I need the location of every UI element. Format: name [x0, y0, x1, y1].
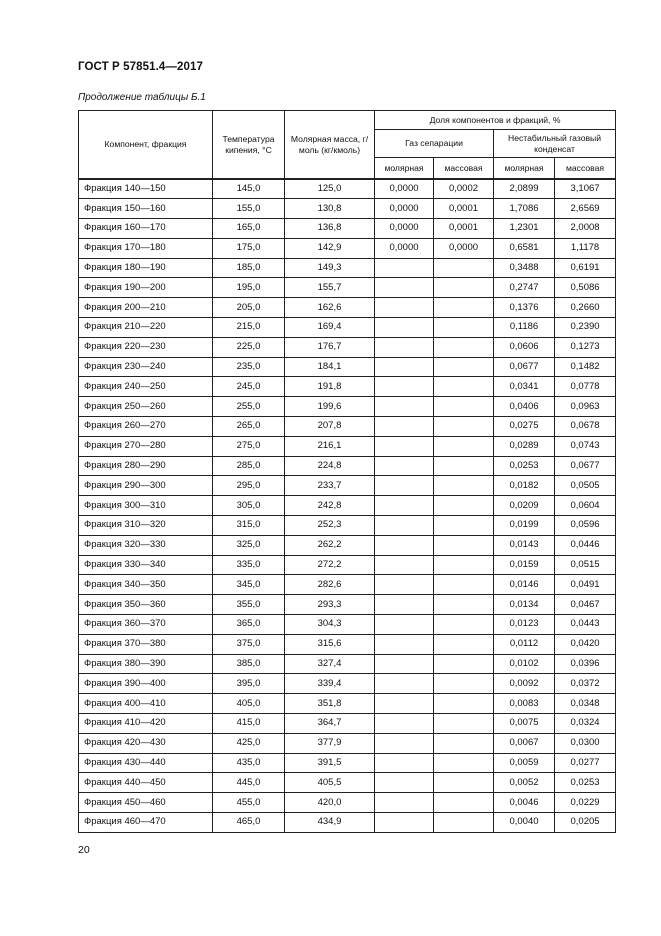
- cell-gas-molar: [375, 318, 434, 338]
- cell-gas-molar: [375, 813, 434, 833]
- cell-temperature: 285,0: [213, 456, 285, 476]
- cell-component: Фракция 260—270: [79, 417, 213, 437]
- cell-gas-mass: [434, 773, 494, 793]
- cell-gas-mass: [434, 615, 494, 635]
- cell-condensate-mass: 0,0743: [555, 436, 616, 456]
- cell-condensate-molar: 0,0059: [494, 753, 555, 773]
- header-fractions-group: Доля компонентов и фракций, %: [375, 111, 616, 130]
- cell-component: Фракция 180—190: [79, 258, 213, 278]
- cell-component: Фракция 200—210: [79, 298, 213, 318]
- cell-molar-mass: 216,1: [285, 436, 375, 456]
- data-table: [78, 110, 616, 833]
- cell-gas-mass: 0,0002: [434, 179, 494, 199]
- cell-molar-mass: 282,6: [285, 575, 375, 595]
- cell-temperature: 435,0: [213, 753, 285, 773]
- cell-gas-mass: [434, 298, 494, 318]
- cell-gas-molar: [375, 496, 434, 516]
- cell-condensate-molar: 0,0092: [494, 674, 555, 694]
- cell-temperature: 305,0: [213, 496, 285, 516]
- cell-molar-mass: 176,7: [285, 337, 375, 357]
- cell-gas-mass: [434, 694, 494, 714]
- cell-molar-mass: 405,5: [285, 773, 375, 793]
- cell-molar-mass: 304,3: [285, 615, 375, 635]
- cell-molar-mass: 207,8: [285, 417, 375, 437]
- cell-gas-mass: [434, 654, 494, 674]
- cell-molar-mass: 420,0: [285, 793, 375, 813]
- cell-gas-mass: [434, 575, 494, 595]
- cell-molar-mass: 199,6: [285, 397, 375, 417]
- cell-gas-molar: [375, 595, 434, 615]
- cell-gas-mass: [434, 753, 494, 773]
- cell-gas-molar: [375, 417, 434, 437]
- cell-component: Фракция 450—460: [79, 793, 213, 813]
- cell-temperature: 145,0: [213, 179, 285, 199]
- cell-temperature: 185,0: [213, 258, 285, 278]
- cell-temperature: 465,0: [213, 813, 285, 833]
- cell-temperature: 425,0: [213, 733, 285, 753]
- header-unstable-condensate: Нестабильный газовый конденсат: [494, 130, 616, 158]
- cell-gas-mass: [434, 674, 494, 694]
- cell-molar-mass: 162,6: [285, 298, 375, 318]
- cell-condensate-molar: 0,1186: [494, 318, 555, 338]
- cell-molar-mass: 224,8: [285, 456, 375, 476]
- cell-condensate-mass: 0,1482: [555, 357, 616, 377]
- cell-component: Фракция 220—230: [79, 337, 213, 357]
- cell-temperature: 335,0: [213, 555, 285, 575]
- cell-condensate-mass: 0,0324: [555, 714, 616, 734]
- cell-condensate-mass: 0,0505: [555, 476, 616, 496]
- cell-condensate-mass: 0,0300: [555, 733, 616, 753]
- table-row: [79, 595, 616, 615]
- cell-condensate-molar: 0,0289: [494, 436, 555, 456]
- table-row: [79, 456, 616, 476]
- cell-molar-mass: 391,5: [285, 753, 375, 773]
- cell-molar-mass: 252,3: [285, 516, 375, 536]
- cell-component: Фракция 400—410: [79, 694, 213, 714]
- cell-component: Фракция 360—370: [79, 615, 213, 635]
- table-row: [79, 535, 616, 555]
- cell-gas-molar: 0,0000: [375, 179, 434, 199]
- cell-component: Фракция 340—350: [79, 575, 213, 595]
- cell-condensate-molar: 0,6581: [494, 238, 555, 258]
- cell-gas-molar: [375, 615, 434, 635]
- table-row: [79, 773, 616, 793]
- cell-condensate-mass: 0,0253: [555, 773, 616, 793]
- cell-gas-mass: [434, 436, 494, 456]
- cell-condensate-molar: 0,0102: [494, 654, 555, 674]
- cell-gas-mass: [434, 258, 494, 278]
- table-row: [79, 278, 616, 298]
- cell-gas-mass: [434, 456, 494, 476]
- cell-molar-mass: 149,3: [285, 258, 375, 278]
- table-row: [79, 813, 616, 833]
- cell-gas-molar: 0,0000: [375, 199, 434, 219]
- cell-temperature: 225,0: [213, 337, 285, 357]
- cell-temperature: 205,0: [213, 298, 285, 318]
- cell-gas-molar: [375, 456, 434, 476]
- cell-molar-mass: 351,8: [285, 694, 375, 714]
- cell-temperature: 455,0: [213, 793, 285, 813]
- cell-condensate-mass: 0,0604: [555, 496, 616, 516]
- cell-gas-mass: [434, 595, 494, 615]
- cell-molar-mass: 191,8: [285, 377, 375, 397]
- cell-gas-molar: [375, 278, 434, 298]
- cell-gas-molar: [375, 654, 434, 674]
- cell-condensate-molar: 0,3488: [494, 258, 555, 278]
- cell-gas-mass: 0,0000: [434, 238, 494, 258]
- cell-molar-mass: 155,7: [285, 278, 375, 298]
- table-row: [79, 733, 616, 753]
- cell-condensate-molar: 0,0253: [494, 456, 555, 476]
- cell-molar-mass: 272,2: [285, 555, 375, 575]
- cell-condensate-molar: 1,2301: [494, 219, 555, 239]
- cell-gas-molar: 0,0000: [375, 219, 434, 239]
- cell-molar-mass: 262,2: [285, 535, 375, 555]
- cell-condensate-mass: 0,0396: [555, 654, 616, 674]
- cell-gas-molar: [375, 575, 434, 595]
- cell-condensate-molar: 0,0075: [494, 714, 555, 734]
- cell-temperature: 255,0: [213, 397, 285, 417]
- table-row: [79, 714, 616, 734]
- cell-condensate-mass: 0,5086: [555, 278, 616, 298]
- header-component: Компонент, фракция: [79, 111, 213, 180]
- cell-condensate-mass: 0,0446: [555, 535, 616, 555]
- cell-condensate-mass: 0,0229: [555, 793, 616, 813]
- header-condensate-molar: молярная: [494, 158, 555, 180]
- cell-molar-mass: 434,9: [285, 813, 375, 833]
- cell-gas-mass: [434, 417, 494, 437]
- cell-molar-mass: 327,4: [285, 654, 375, 674]
- cell-gas-mass: [434, 813, 494, 833]
- cell-temperature: 165,0: [213, 219, 285, 239]
- cell-condensate-mass: 1,1178: [555, 238, 616, 258]
- cell-gas-molar: [375, 535, 434, 555]
- cell-temperature: 195,0: [213, 278, 285, 298]
- cell-temperature: 315,0: [213, 516, 285, 536]
- cell-condensate-mass: 3,1067: [555, 179, 616, 199]
- cell-component: Фракция 140—150: [79, 179, 213, 199]
- cell-condensate-mass: 0,0372: [555, 674, 616, 694]
- cell-condensate-molar: 0,0134: [494, 595, 555, 615]
- header-condensate-mass: массовая: [555, 158, 616, 180]
- cell-condensate-mass: 0,0348: [555, 694, 616, 714]
- cell-molar-mass: 364,7: [285, 714, 375, 734]
- cell-gas-molar: [375, 753, 434, 773]
- cell-gas-molar: [375, 516, 434, 536]
- cell-condensate-molar: 0,0067: [494, 733, 555, 753]
- cell-condensate-mass: 0,0467: [555, 595, 616, 615]
- table-row: [79, 615, 616, 635]
- cell-temperature: 235,0: [213, 357, 285, 377]
- cell-component: Фракция 210—220: [79, 318, 213, 338]
- cell-component: Фракция 420—430: [79, 733, 213, 753]
- cell-condensate-mass: 0,1273: [555, 337, 616, 357]
- cell-condensate-molar: 1,7086: [494, 199, 555, 219]
- cell-condensate-molar: 0,0083: [494, 694, 555, 714]
- cell-gas-mass: [434, 357, 494, 377]
- cell-component: Фракция 190—200: [79, 278, 213, 298]
- cell-gas-molar: [375, 397, 434, 417]
- cell-molar-mass: 315,6: [285, 634, 375, 654]
- table-row: [79, 219, 616, 239]
- table-row: [79, 318, 616, 338]
- cell-condensate-mass: 0,0677: [555, 456, 616, 476]
- cell-molar-mass: 130,8: [285, 199, 375, 219]
- table-caption: Продолжение таблицы Б.1: [78, 92, 206, 103]
- cell-component: Фракция 310—320: [79, 516, 213, 536]
- cell-component: Фракция 300—310: [79, 496, 213, 516]
- cell-gas-molar: [375, 793, 434, 813]
- cell-temperature: 345,0: [213, 575, 285, 595]
- cell-condensate-mass: 0,0678: [555, 417, 616, 437]
- cell-condensate-mass: 0,0420: [555, 634, 616, 654]
- cell-gas-mass: 0,0001: [434, 199, 494, 219]
- table-row: [79, 397, 616, 417]
- cell-component: Фракция 170—180: [79, 238, 213, 258]
- cell-condensate-molar: 0,2747: [494, 278, 555, 298]
- header-gas-separation: Газ сепарации: [375, 130, 494, 158]
- cell-temperature: 245,0: [213, 377, 285, 397]
- cell-gas-mass: [434, 555, 494, 575]
- cell-temperature: 415,0: [213, 714, 285, 734]
- cell-gas-molar: [375, 436, 434, 456]
- table-row: [79, 634, 616, 654]
- cell-condensate-molar: 0,1376: [494, 298, 555, 318]
- cell-condensate-molar: 0,0143: [494, 535, 555, 555]
- cell-component: Фракция 370—380: [79, 634, 213, 654]
- cell-component: Фракция 390—400: [79, 674, 213, 694]
- cell-component: Фракция 160—170: [79, 219, 213, 239]
- cell-temperature: 265,0: [213, 417, 285, 437]
- cell-condensate-mass: 2,6569: [555, 199, 616, 219]
- cell-gas-molar: [375, 357, 434, 377]
- cell-molar-mass: 377,9: [285, 733, 375, 753]
- table-row: [79, 674, 616, 694]
- cell-molar-mass: 142,9: [285, 238, 375, 258]
- cell-component: Фракция 440—450: [79, 773, 213, 793]
- cell-condensate-mass: 0,0515: [555, 555, 616, 575]
- cell-temperature: 375,0: [213, 634, 285, 654]
- cell-gas-mass: [434, 377, 494, 397]
- cell-molar-mass: 233,7: [285, 476, 375, 496]
- table-row: [79, 555, 616, 575]
- header-temperature: Температура кипения, °С: [213, 111, 285, 180]
- cell-condensate-molar: 0,0123: [494, 615, 555, 635]
- cell-temperature: 395,0: [213, 674, 285, 694]
- cell-component: Фракция 460—470: [79, 813, 213, 833]
- table-row: [79, 753, 616, 773]
- table-row: [79, 476, 616, 496]
- cell-gas-mass: [434, 496, 494, 516]
- table-row: [79, 694, 616, 714]
- cell-condensate-mass: 0,0277: [555, 753, 616, 773]
- cell-condensate-mass: 0,0596: [555, 516, 616, 536]
- table-row: [79, 258, 616, 278]
- cell-condensate-molar: 0,0146: [494, 575, 555, 595]
- cell-component: Фракция 250—260: [79, 397, 213, 417]
- table-row: [79, 793, 616, 813]
- cell-condensate-molar: 0,0040: [494, 813, 555, 833]
- cell-molar-mass: 169,4: [285, 318, 375, 338]
- cell-component: Фракция 150—160: [79, 199, 213, 219]
- cell-condensate-molar: 0,0341: [494, 377, 555, 397]
- cell-gas-molar: [375, 298, 434, 318]
- cell-gas-mass: [434, 318, 494, 338]
- cell-condensate-mass: 0,0778: [555, 377, 616, 397]
- cell-temperature: 405,0: [213, 694, 285, 714]
- cell-condensate-mass: 2,0008: [555, 219, 616, 239]
- table-row: [79, 516, 616, 536]
- cell-gas-mass: [434, 278, 494, 298]
- cell-gas-molar: [375, 714, 434, 734]
- cell-component: Фракция 230—240: [79, 357, 213, 377]
- cell-gas-molar: [375, 476, 434, 496]
- cell-component: Фракция 430—440: [79, 753, 213, 773]
- page-number: 20: [78, 844, 90, 856]
- cell-gas-molar: [375, 258, 434, 278]
- table-row: [79, 199, 616, 219]
- cell-component: Фракция 240—250: [79, 377, 213, 397]
- cell-gas-molar: [375, 555, 434, 575]
- cell-temperature: 175,0: [213, 238, 285, 258]
- document-code: ГОСТ Р 57851.4—2017: [78, 61, 203, 73]
- cell-temperature: 215,0: [213, 318, 285, 338]
- table-row: [79, 575, 616, 595]
- cell-condensate-mass: 0,6191: [555, 258, 616, 278]
- cell-condensate-mass: 0,0205: [555, 813, 616, 833]
- cell-component: Фракция 350—360: [79, 595, 213, 615]
- cell-gas-mass: [434, 535, 494, 555]
- cell-condensate-mass: 0,0443: [555, 615, 616, 635]
- cell-gas-mass: [434, 733, 494, 753]
- cell-component: Фракция 380—390: [79, 654, 213, 674]
- cell-condensate-mass: 0,0963: [555, 397, 616, 417]
- cell-condensate-molar: 0,0677: [494, 357, 555, 377]
- cell-gas-mass: [434, 516, 494, 536]
- cell-gas-mass: [434, 476, 494, 496]
- cell-condensate-molar: 0,0182: [494, 476, 555, 496]
- cell-gas-molar: [375, 733, 434, 753]
- cell-condensate-mass: 0,2660: [555, 298, 616, 318]
- cell-gas-molar: [375, 377, 434, 397]
- cell-temperature: 155,0: [213, 199, 285, 219]
- cell-component: Фракция 410—420: [79, 714, 213, 734]
- cell-component: Фракция 290—300: [79, 476, 213, 496]
- cell-gas-mass: 0,0001: [434, 219, 494, 239]
- cell-condensate-molar: 0,0209: [494, 496, 555, 516]
- cell-temperature: 445,0: [213, 773, 285, 793]
- cell-condensate-molar: 0,0199: [494, 516, 555, 536]
- cell-gas-mass: [434, 714, 494, 734]
- cell-gas-molar: 0,0000: [375, 238, 434, 258]
- cell-gas-mass: [434, 634, 494, 654]
- table-row: [79, 337, 616, 357]
- cell-temperature: 385,0: [213, 654, 285, 674]
- cell-temperature: 275,0: [213, 436, 285, 456]
- table-row: [79, 238, 616, 258]
- cell-molar-mass: 293,3: [285, 595, 375, 615]
- cell-molar-mass: 339,4: [285, 674, 375, 694]
- cell-condensate-molar: 0,0606: [494, 337, 555, 357]
- header-molar-mass: Молярная масса, г/моль (кг/кмоль): [285, 111, 375, 180]
- cell-molar-mass: 125,0: [285, 179, 375, 199]
- table-row: [79, 496, 616, 516]
- cell-component: Фракция 280—290: [79, 456, 213, 476]
- table-row: [79, 357, 616, 377]
- header-gas-molar: молярная: [375, 158, 434, 180]
- cell-condensate-molar: 0,0406: [494, 397, 555, 417]
- cell-condensate-molar: 0,0159: [494, 555, 555, 575]
- cell-component: Фракция 270—280: [79, 436, 213, 456]
- cell-condensate-molar: 0,0275: [494, 417, 555, 437]
- cell-condensate-molar: 0,0052: [494, 773, 555, 793]
- cell-gas-mass: [434, 337, 494, 357]
- table-row: [79, 377, 616, 397]
- cell-component: Фракция 330—340: [79, 555, 213, 575]
- cell-gas-molar: [375, 773, 434, 793]
- cell-molar-mass: 184,1: [285, 357, 375, 377]
- cell-condensate-molar: 0,0046: [494, 793, 555, 813]
- cell-gas-molar: [375, 634, 434, 654]
- table-row: [79, 436, 616, 456]
- cell-condensate-mass: 0,2390: [555, 318, 616, 338]
- cell-molar-mass: 242,8: [285, 496, 375, 516]
- cell-condensate-molar: 0,0112: [494, 634, 555, 654]
- cell-condensate-mass: 0,0491: [555, 575, 616, 595]
- cell-gas-mass: [434, 793, 494, 813]
- table-row: [79, 179, 616, 199]
- table-row: [79, 417, 616, 437]
- cell-component: Фракция 320—330: [79, 535, 213, 555]
- cell-gas-molar: [375, 694, 434, 714]
- cell-molar-mass: 136,8: [285, 219, 375, 239]
- table-body: [79, 179, 616, 832]
- table-header: [79, 111, 616, 180]
- cell-temperature: 355,0: [213, 595, 285, 615]
- table-row: [79, 298, 616, 318]
- cell-gas-mass: [434, 397, 494, 417]
- cell-temperature: 295,0: [213, 476, 285, 496]
- table-row: [79, 654, 616, 674]
- cell-temperature: 325,0: [213, 535, 285, 555]
- cell-gas-molar: [375, 337, 434, 357]
- cell-temperature: 365,0: [213, 615, 285, 635]
- header-gas-mass: массовая: [434, 158, 494, 180]
- cell-condensate-molar: 2,0899: [494, 179, 555, 199]
- cell-gas-molar: [375, 674, 434, 694]
